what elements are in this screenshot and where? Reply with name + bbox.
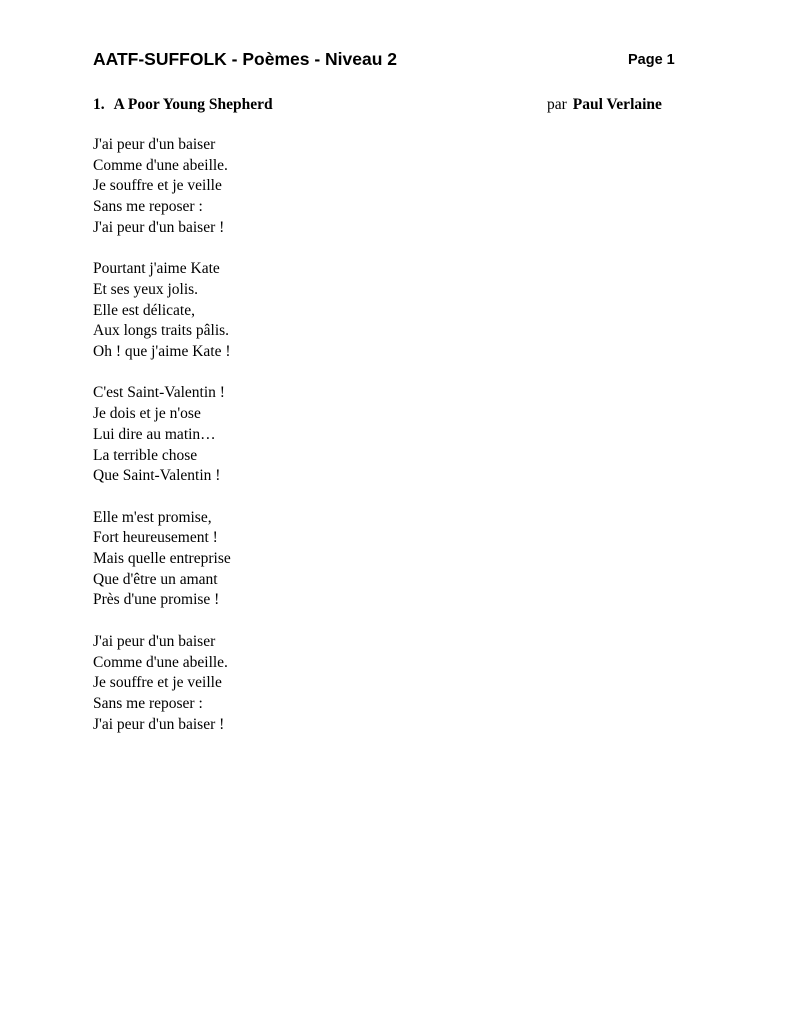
document-title: AATF-SUFFOLK - Poèmes - Niveau 2 bbox=[93, 49, 398, 69]
verse-line: Elle est délicate, bbox=[93, 301, 195, 319]
verse-line: C'est Saint-Valentin ! bbox=[93, 384, 225, 402]
poem-byline bbox=[547, 95, 662, 115]
poem-body bbox=[93, 135, 493, 756]
verse-line: J'ai peur d'un baiser ! bbox=[93, 715, 225, 733]
stanza bbox=[93, 508, 493, 612]
stanza bbox=[93, 383, 493, 487]
verse-line: Mais quelle entreprise bbox=[93, 550, 231, 568]
stanza bbox=[93, 259, 493, 363]
verse-line: Je souffre et je veille bbox=[93, 177, 222, 195]
verse-line: Que d'être un amant bbox=[93, 570, 218, 588]
verse-line: Sans me reposer : bbox=[93, 198, 203, 216]
by-label: par bbox=[547, 96, 567, 113]
verse-line: Pourtant j'aime Kate bbox=[93, 260, 220, 278]
verse-line: Comme d'une abeille. bbox=[93, 653, 228, 671]
verse-line: Près d'une promise ! bbox=[93, 591, 220, 609]
verse-line: Sans me reposer : bbox=[93, 694, 203, 712]
verse-line: Elle m'est promise, bbox=[93, 508, 212, 526]
verse-line: J'ai peur d'un baiser ! bbox=[93, 218, 225, 236]
verse-line: Et ses yeux jolis. bbox=[93, 280, 199, 298]
verse-line: Que Saint-Valentin ! bbox=[93, 467, 221, 485]
verse-line: Comme d'une abeille. bbox=[93, 156, 228, 174]
page-number: Page 1 bbox=[628, 52, 675, 68]
verse-line: Oh ! que j'aime Kate ! bbox=[93, 343, 231, 361]
verse-line: J'ai peur d'un baiser bbox=[93, 632, 216, 650]
stanza bbox=[93, 632, 493, 736]
poem-title: A Poor Young Shepherd bbox=[113, 96, 273, 113]
verse-line: Fort heureusement ! bbox=[93, 529, 218, 547]
verse-line: La terrible chose bbox=[93, 446, 198, 464]
stanza bbox=[93, 135, 493, 239]
poem-author: Paul Verlaine bbox=[572, 96, 662, 113]
poem-heading bbox=[93, 95, 273, 115]
verse-line: Lui dire au matin… bbox=[93, 425, 216, 443]
verse-line: Je souffre et je veille bbox=[93, 674, 222, 692]
verse-line: Je dois et je n'ose bbox=[93, 405, 201, 423]
poem-number: 1. bbox=[93, 96, 105, 113]
verse-line: Aux longs traits pâlis. bbox=[93, 322, 230, 340]
verse-line: J'ai peur d'un baiser bbox=[93, 136, 216, 153]
